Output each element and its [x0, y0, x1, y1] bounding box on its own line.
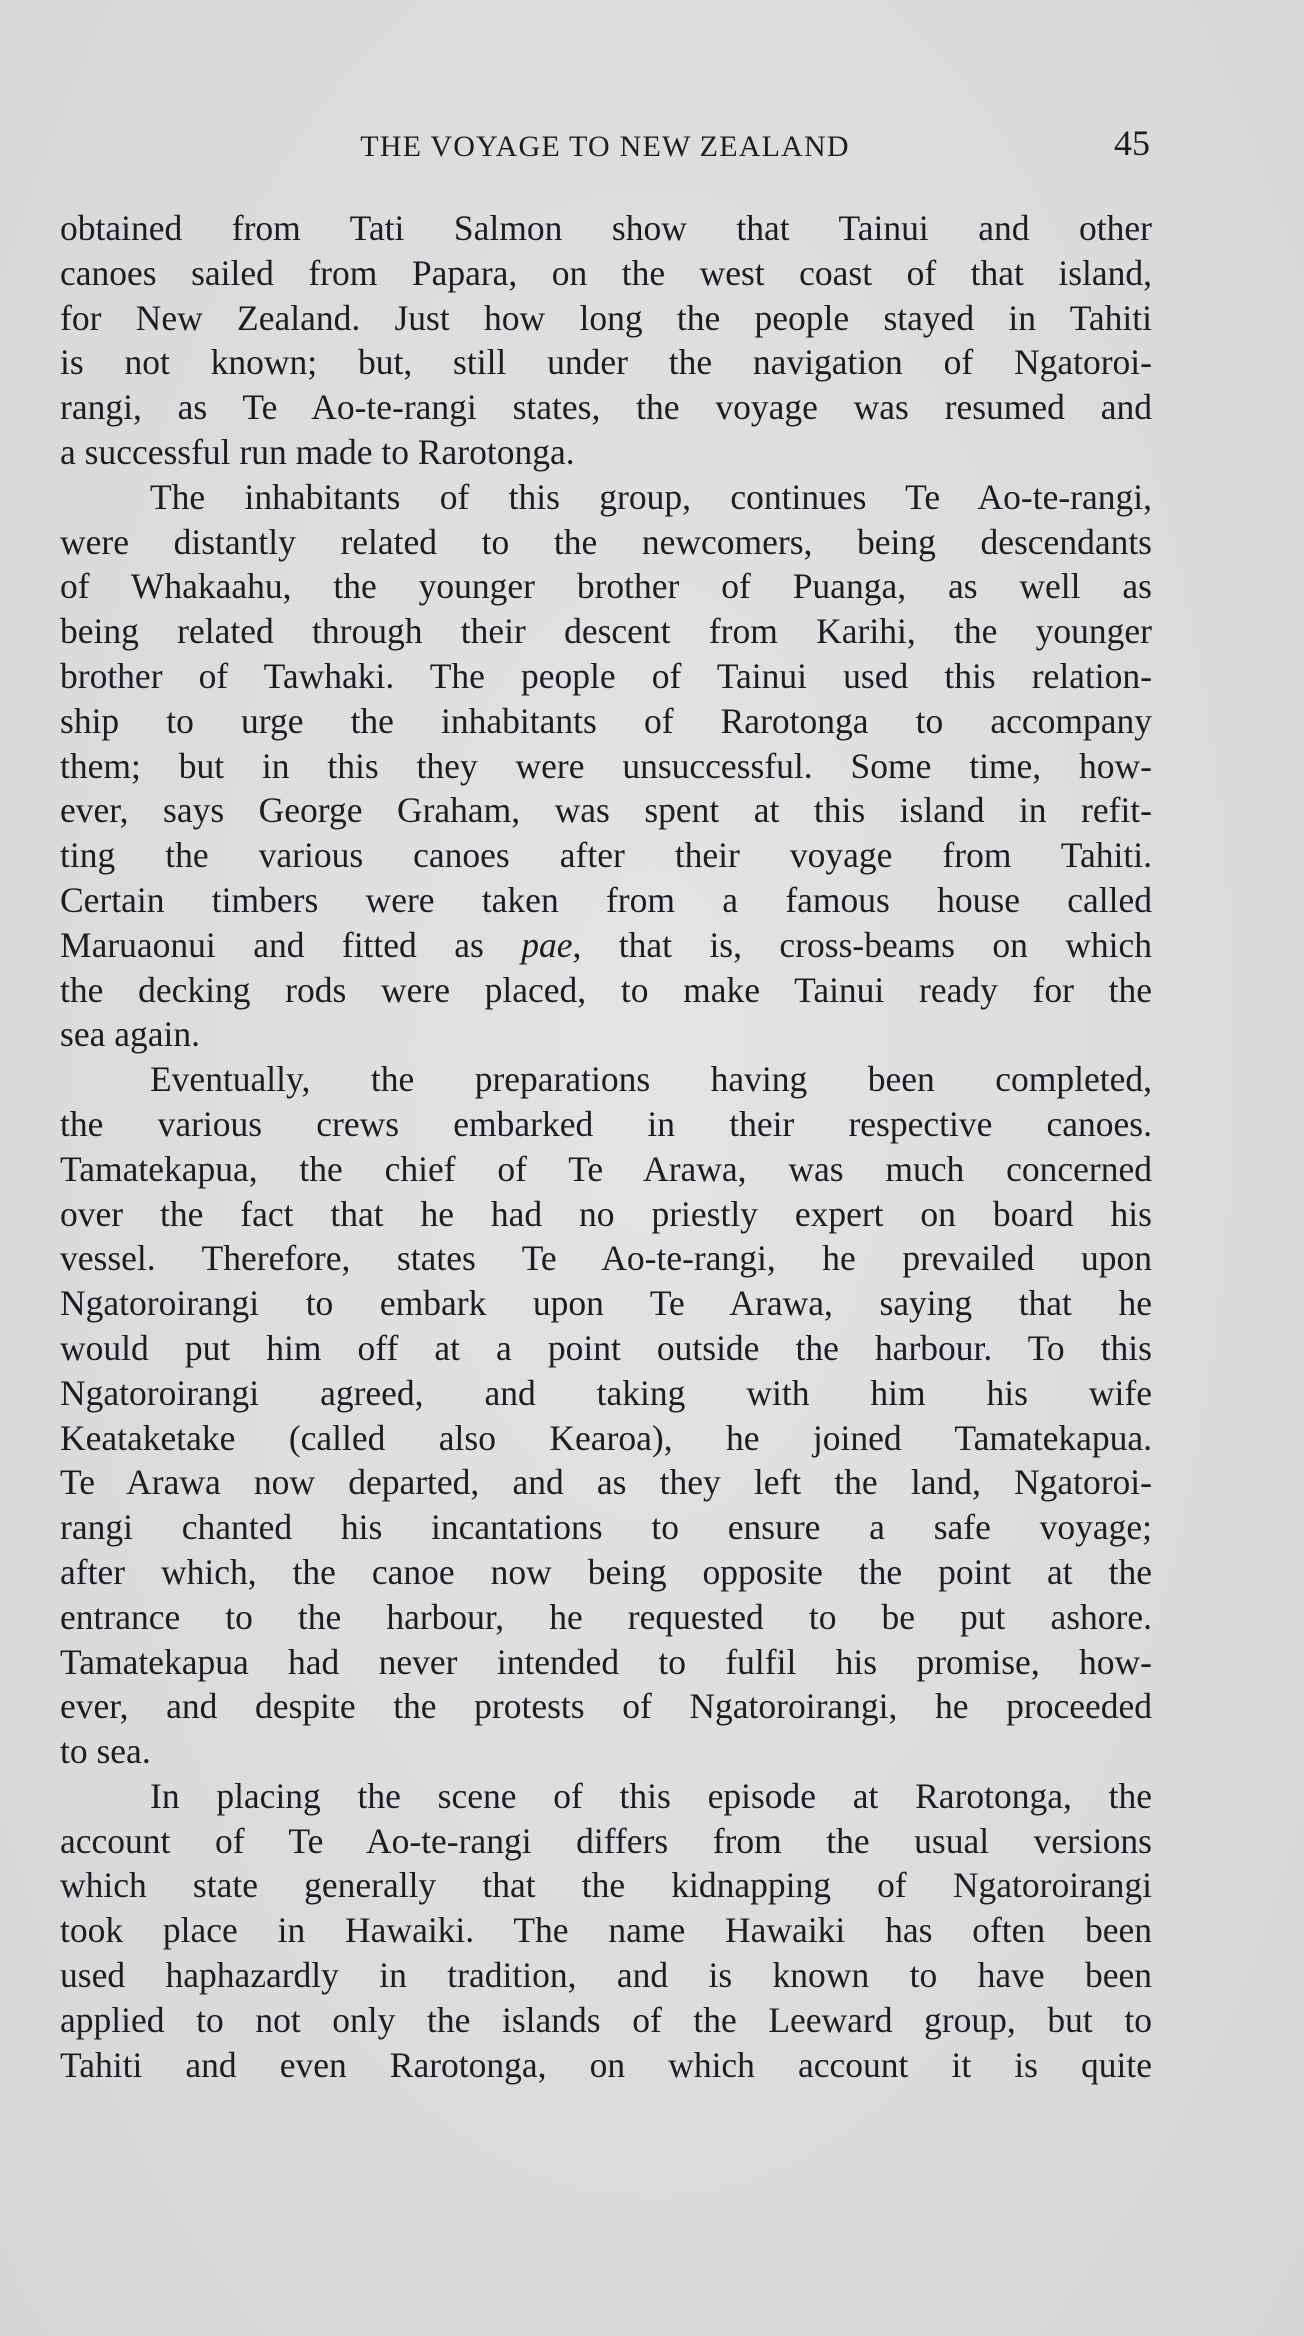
text-line: brother of Tawhaki. The people of Tainui used this relation- — [60, 655, 1152, 696]
text-line: after which, the canoe now being opposite the point at the — [60, 1551, 1152, 1592]
text-line: were distantly related to the newcomers, being descendants — [60, 521, 1152, 562]
text-line: would put him off at a point outside the harbour. To this — [60, 1327, 1152, 1368]
text-line: them; but in this they were unsuccessful. Some time, how- — [60, 745, 1152, 786]
running-title: THE VOYAGE TO NEW ZEALAND — [360, 130, 850, 163]
text-line: Keataketake (called also Kearoa), he joined Tamatekapua. — [60, 1417, 1152, 1458]
paragraph-1 — [60, 206, 1152, 475]
text-line: Maruaonui and fitted as pae, that is, cross-beams on which — [60, 924, 1153, 965]
paragraph-4 — [60, 1774, 1152, 2088]
text-line: In placing the scene of this episode at Rarotonga, the — [150, 1775, 1152, 1816]
text-line: applied to not only the islands of the Leeward group, but to — [60, 1999, 1152, 2040]
text-line: obtained from Tati Salmon show that Tainui and other — [60, 208, 1152, 248]
text-line: to sea. — [60, 1731, 151, 1772]
text-line: a successful run made to Rarotonga. — [60, 431, 575, 472]
text-line: of Whakaahu, the younger brother of Puanga, as well as — [60, 566, 1152, 607]
text-line: account of Te Ao-te-rangi differs from the usual versions — [60, 1820, 1152, 1861]
text-line: ever, and despite the protests of Ngatoroirangi, he proceeded — [60, 1686, 1152, 1727]
text-line: is not known; but, still under the navigation of Ngatoroi- — [60, 342, 1152, 383]
text-line: ting the various canoes after their voyage from Tahiti. — [60, 835, 1152, 876]
text-line: ever, says George Graham, was spent at this island in refit- — [60, 790, 1152, 831]
text-line: used haphazardly in tradition, and is known to have been — [60, 1955, 1152, 1996]
text-line: Te Arawa now departed, and as they left the land, Ngatoroi- — [60, 1462, 1152, 1503]
text-line: over the fact that he had no priestly expert on board his — [60, 1193, 1152, 1234]
text-line: Eventually, the preparations having been completed, — [150, 1059, 1152, 1100]
text-line: rangi, as Te Ao-te-rangi states, the voyage was resumed and — [60, 387, 1152, 428]
text-line: Tahiti and even Rarotonga, on which account it is quite — [60, 2044, 1152, 2085]
text-line: ship to urge the inhabitants of Rarotonga to accompany — [60, 700, 1152, 741]
text-line: being related through their descent from Karihi, the younger — [60, 611, 1152, 652]
text-line: entrance to the harbour, he requested to be put ashore. — [60, 1596, 1152, 1637]
paragraph-2 — [60, 475, 1152, 1057]
body-text — [60, 206, 1152, 2087]
text-line: rangi chanted his incantations to ensure a safe voyage; — [60, 1507, 1152, 1548]
running-head — [60, 122, 1150, 172]
italic-term: pae — [521, 924, 573, 965]
text-line: the various crews embarked in their respective canoes. — [60, 1103, 1152, 1144]
text-line: took place in Hawaiki. The name Hawaiki has often been — [60, 1910, 1152, 1951]
text-line: Tamatekapua, the chief of Te Arawa, was much concerned — [60, 1148, 1152, 1189]
text-line: the decking rods were placed, to make Tainui ready for the — [60, 969, 1152, 1010]
text-line: The inhabitants of this group, continues Te Ao-te-rangi, — [150, 476, 1152, 517]
paragraph-3 — [60, 1057, 1152, 1774]
text-line: Tamatekapua had never intended to fulfil his promise, how- — [60, 1641, 1152, 1682]
text-line: Ngatoroirangi agreed, and taking with him his wife — [60, 1372, 1152, 1413]
text-line: sea again. — [60, 1014, 200, 1055]
text-line: which state generally that the kidnapping of Ngatoroirangi — [60, 1865, 1152, 1906]
text-line: Certain timbers were taken from a famous house called — [60, 879, 1152, 920]
text-line: for New Zealand. Just how long the people stayed in Tahiti — [60, 297, 1152, 338]
text-line: vessel. Therefore, states Te Ao-te-rangi, he prevailed upon — [60, 1238, 1152, 1279]
page-number: 45 — [1114, 123, 1150, 163]
text-line: canoes sailed from Papara, on the west coast of that island, — [60, 252, 1152, 293]
text-line: Ngatoroirangi to embark upon Te Arawa, saying that he — [60, 1283, 1152, 1324]
